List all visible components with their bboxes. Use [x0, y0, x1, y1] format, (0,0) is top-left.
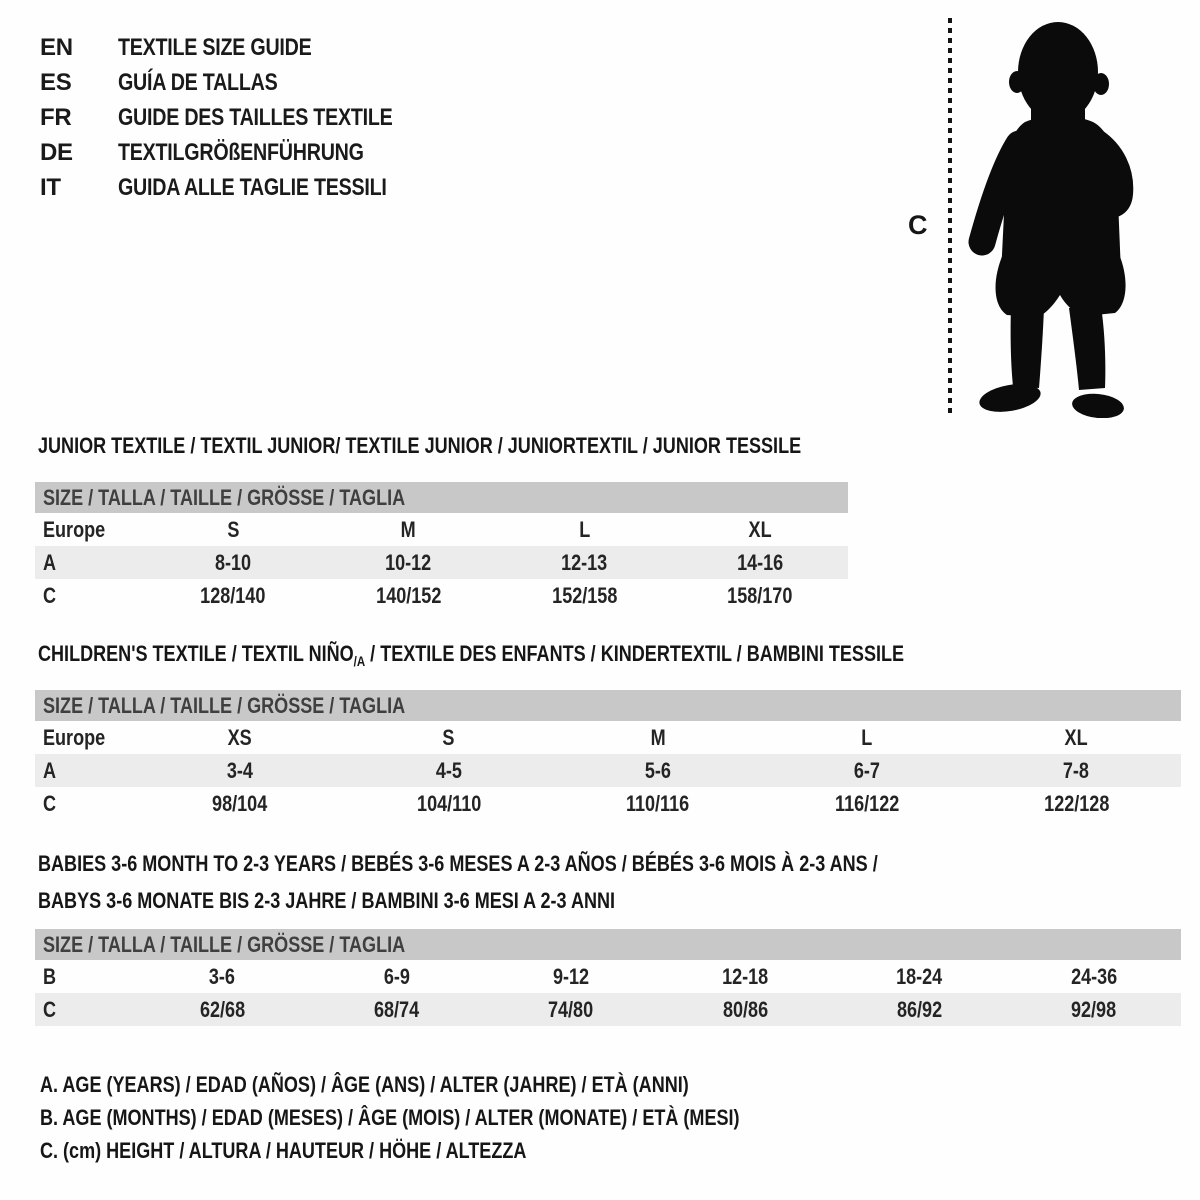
table-row-age-years: A 3-4 4-5 5-6 6-7 7-8: [35, 754, 1181, 787]
language-title-list: [40, 30, 453, 205]
guide-title-en: TEXTILE SIZE GUIDE: [118, 33, 312, 61]
lang-code-en: EN: [40, 33, 73, 61]
legend-age-years: A. AGE (YEARS) / EDAD (AÑOS) / ÂGE (ANS) / ALTER (JAHRE) / ETÀ (ANNI): [40, 1071, 689, 1097]
toddler-silhouette-icon: [965, 18, 1135, 418]
table-row-region: Europe S M L XL: [43, 516, 772, 542]
lang-code-it: IT: [40, 173, 61, 201]
table-row-region: Europe XS S M L XL: [43, 724, 1088, 750]
children-size-table: [35, 690, 1181, 820]
lang-code-fr: FR: [40, 103, 72, 131]
lang-row-de: [40, 135, 453, 170]
lang-row-en: [40, 30, 453, 65]
region-label: Europe: [43, 724, 106, 750]
guide-title-de: TEXTILGRÖßENFÜHRUNG: [118, 138, 364, 166]
row-label-a: A: [43, 549, 57, 575]
guide-title-fr: GUIDE DES TAILLES TEXTILE: [118, 103, 393, 131]
nino-a-subscript: /A: [353, 653, 366, 669]
junior-section-title: JUNIOR TEXTILE / TEXTIL JUNIOR/ TEXTILE JUNIOR / JUNIORTEXTIL / JUNIOR TESSILE: [38, 433, 802, 458]
babies-section-title: BABIES 3-6 MONTH TO 2-3 YEARS / BEBÉS 3-6 MESES A 2-3 AÑOS / BÉBÉS 3-6 MOIS À 2-3 ANS / BABYS 3-6 MONATE BIS 2-3 JAHRE / BAMBINI 3-6 MESI A 2-3 ANNI: [38, 851, 878, 913]
lang-code-de: DE: [40, 138, 73, 166]
table-row-height-cm: C 128/140 140/152 152/158 158/170: [43, 582, 793, 608]
table-row-height-cm: C 98/104 104/110 110/116 116/122 122/128: [43, 790, 1109, 816]
lang-row-es: [40, 65, 453, 100]
row-label-c: C: [43, 790, 57, 816]
guide-title-it: GUIDA ALLE TAGLIE TESSILI: [118, 173, 387, 201]
lang-code-es: ES: [40, 68, 72, 96]
babies-size-table: [35, 929, 1181, 1026]
lang-row-it: [40, 170, 453, 205]
lang-row-fr: [40, 100, 453, 135]
size-header-bar: SIZE / TALLA / TAILLE / GRÖSSE / TAGLIA: [35, 690, 1181, 721]
height-dashed-line: [948, 18, 952, 416]
children-section-title: CHILDREN'S TEXTILE / TEXTIL $NIÑO_{/A}$ / TEXTILE DES ENFANTS / KINDERTEXTIL / BAMBINI TESSILE: [38, 641, 905, 669]
row-label-c: C: [43, 996, 57, 1022]
height-measure-label: C: [908, 210, 928, 240]
legend-age-months: B. AGE (MONTHS) / EDAD (MESES) / ÂGE (MOIS) / ALTER (MONATE) / ETÀ (MESI): [40, 1104, 740, 1130]
region-label: Europe: [43, 516, 106, 542]
size-header-bar: SIZE / TALLA / TAILLE / GRÖSSE / TAGLIA: [35, 482, 848, 513]
guide-title-es: GUÍA DE TALLAS: [118, 68, 278, 96]
table-row-age-years: A 8-10 10-12 12-13 14-16: [35, 546, 848, 579]
junior-size-table: [35, 482, 848, 612]
row-label-c: C: [43, 582, 57, 608]
table-row-age-months: B 3-6 6-9 9-12 12-18 18-24 24-36: [43, 963, 1117, 989]
row-label-a: A: [43, 757, 57, 783]
row-label-b: B: [43, 963, 57, 989]
measurement-legend: [40, 1068, 893, 1167]
legend-height-cm: C. (cm) HEIGHT / ALTURA / HAUTEUR / HÖHE / ALTEZZA: [40, 1137, 527, 1163]
table-row-height-cm: C 62/68 68/74 74/80 80/86 86/92 92/98: [35, 993, 1181, 1026]
baby-height-figure: [890, 0, 1200, 430]
size-header-bar: SIZE / TALLA / TAILLE / GRÖSSE / TAGLIA: [35, 929, 1181, 960]
